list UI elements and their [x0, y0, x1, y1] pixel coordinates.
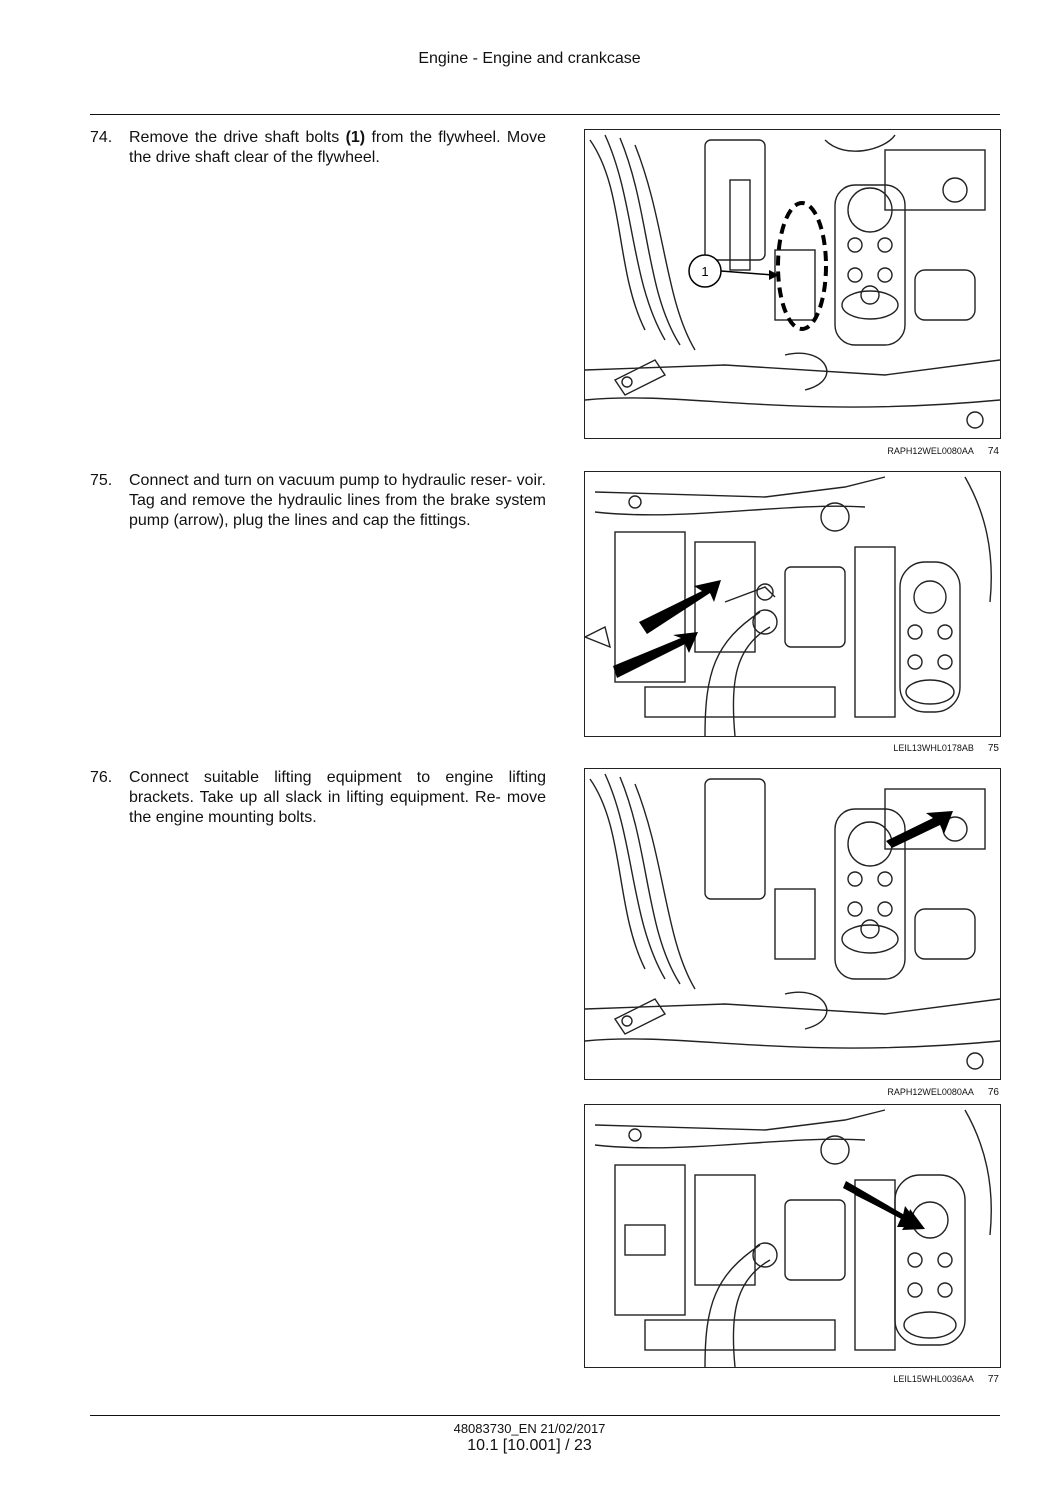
- step-text: Connect suitable lifting equipment to engine lifting brackets. Take up all slack in lifting equipment. Re- move the engine mounting bolts.: [129, 769, 546, 826]
- engine-illustration: [585, 1105, 1000, 1367]
- engine-illustration: [585, 130, 1000, 438]
- figure-caption-75: [584, 743, 999, 754]
- figure-number: 75: [987, 743, 999, 754]
- arrow-pointer: [886, 811, 953, 848]
- arrow-pointer: [639, 580, 721, 634]
- figure-code: RAPH12WEL0080AA: [887, 446, 974, 456]
- footer-rule: [90, 1415, 1000, 1416]
- figure-74-drive-shaft-bolts: [584, 129, 1001, 439]
- figure-75-brake-pump-lines: [584, 471, 1001, 737]
- step-74: [90, 128, 546, 168]
- dashed-callout-ellipse: [778, 203, 826, 329]
- figure-number: 74: [987, 446, 999, 457]
- figure-76-engine-lifting-bracket: [584, 768, 1001, 1080]
- callout-label: 1: [701, 264, 709, 279]
- step-number: 74.: [90, 129, 113, 146]
- engine-illustration: [585, 769, 1000, 1079]
- figure-caption-77: [584, 1374, 999, 1385]
- header-rule: [90, 114, 1000, 115]
- footer-page-number: 10.1 [10.001] / 23: [467, 1437, 592, 1454]
- figure-caption-74: [584, 446, 999, 457]
- step-text: Remove the drive shaft bolts (1) from the flywheel. Move the drive shaft clear of the flywheel.: [129, 129, 546, 166]
- figure-number: 77: [987, 1374, 999, 1385]
- figure-code: RAPH12WEL0080AA: [887, 1087, 974, 1097]
- figure-number: 76: [987, 1087, 999, 1098]
- step-number: 76.: [90, 769, 113, 786]
- step-text: Connect and turn on vacuum pump to hydraulic reser- voir. Tag and remove the hydraulic lines from the brake system pump (arrow), plug the lines and cap the fittings.: [129, 472, 546, 529]
- step-76: [90, 768, 546, 828]
- figure-code: LEIL13WHL0178AB: [893, 743, 974, 753]
- figure-77-engine-mount: [584, 1104, 1001, 1368]
- figure-caption-76: [584, 1087, 999, 1098]
- step-number: 75.: [90, 472, 113, 489]
- callout-reference: (1): [345, 129, 366, 146]
- step-75: [90, 471, 546, 531]
- figure-code: LEIL15WHL0036AA: [893, 1374, 974, 1384]
- engine-illustration: [585, 472, 1000, 736]
- footer-document-code: 48083730_EN 21/02/2017: [453, 1421, 606, 1436]
- page-header-title: Engine - Engine and crankcase: [418, 50, 641, 67]
